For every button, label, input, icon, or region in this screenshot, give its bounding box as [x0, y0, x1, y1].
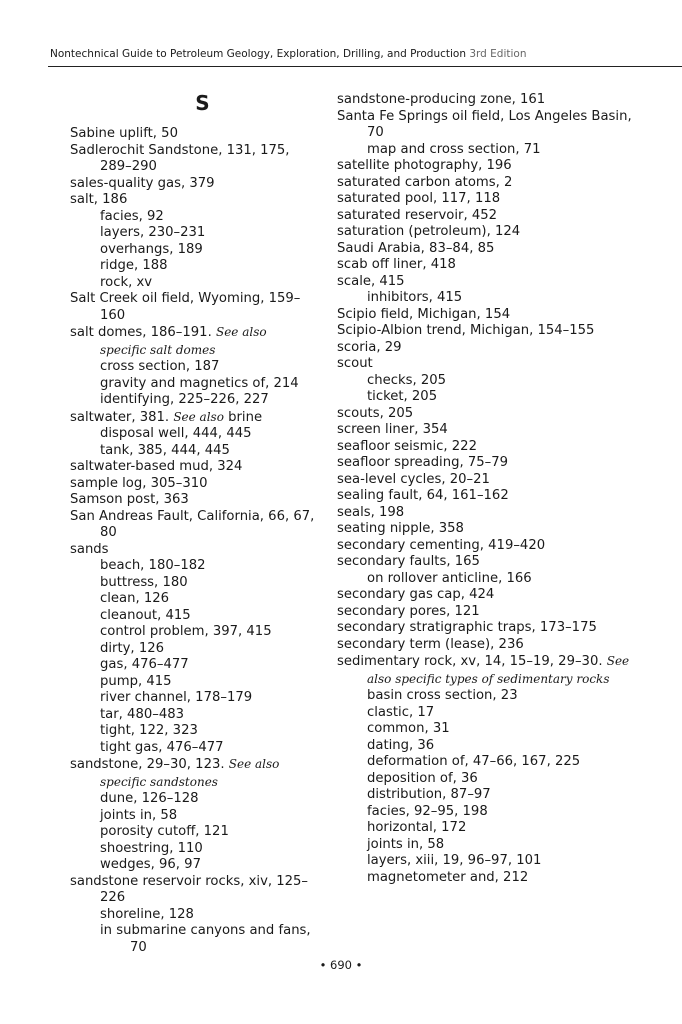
index-subentry [337, 389, 637, 406]
index-entry [70, 509, 315, 542]
index-entry [70, 459, 315, 476]
index-entry [337, 257, 637, 274]
book-title: Nontechnical Guide to Petroleum Geology, Exploration, Drilling, and Production [50, 48, 466, 60]
entry-text: secondary cementing, 419–420 [337, 537, 546, 553]
entry-text: disposal well, 444, 445 [100, 426, 252, 441]
index-entry [337, 356, 637, 373]
entry-text: secondary pores, 121 [337, 603, 480, 619]
entry-text: clastic, 17 [367, 704, 435, 720]
entry-text: distribution, 87–97 [367, 787, 491, 802]
index-subentry [70, 258, 315, 275]
entry-text: common, 31 [367, 721, 450, 736]
entry-text: sea-level cycles, 20–21 [337, 471, 490, 487]
index-subentry [337, 688, 637, 705]
index-subentry [70, 791, 315, 808]
index-entry [337, 554, 637, 571]
entry-text: scout [337, 356, 373, 371]
index-subentry [70, 923, 315, 956]
index-subentry [337, 837, 637, 854]
entry-text: clean, 126 [100, 591, 170, 606]
entry-text: river channel, 178–179 [100, 690, 253, 705]
index-entry [337, 472, 637, 489]
index-entry [337, 521, 637, 538]
entry-text: Santa Fe Springs oil field, Los Angeles Basin, 70 [337, 108, 632, 140]
index-subentry [70, 907, 315, 924]
entry-text: Scipio field, Michigan, 154 [337, 306, 511, 322]
index-entry [70, 492, 315, 509]
index-subentry [70, 426, 315, 443]
entry-text: dirty, 126 [100, 640, 164, 656]
entry-text: saturated reservoir, 452 [337, 207, 497, 223]
index-entry [337, 158, 637, 175]
entry-text: scouts, 205 [337, 405, 414, 421]
entry-text: joints in, 58 [367, 836, 445, 852]
entry-text: ridge, 188 [100, 258, 168, 273]
index-subentry [70, 359, 315, 376]
entry-text: sands [70, 541, 109, 557]
entry-text: saturation (petroleum), 124 [337, 224, 521, 239]
index-entry [337, 439, 637, 456]
index-subentry [70, 657, 315, 674]
entry-text: secondary term (lease), 236 [337, 636, 524, 652]
entry-text: sealing fault, 64, 161–162 [337, 488, 509, 503]
entry-text: rock, xv [100, 274, 153, 290]
entry-text: scab off liner, 418 [337, 257, 456, 272]
entry-text: tank, 385, 444, 445 [100, 442, 230, 458]
entry-text: Salt Creek oil field, Wyoming, 159–160 [70, 291, 301, 323]
see-also-reference: See also [173, 409, 224, 424]
entry-text: saturated carbon atoms, 2 [337, 174, 513, 190]
entry-text: identifying, 225–226, 227 [100, 392, 269, 407]
entry-text: satellite photography, 196 [337, 158, 512, 173]
index-entry [337, 109, 637, 142]
entry-text: dune, 126–128 [100, 791, 199, 806]
index-entry [70, 143, 315, 176]
entry-text: deformation of, 47–66, 167, 225 [367, 754, 581, 769]
index-subentry [70, 209, 315, 226]
entry-text: Sadlerochit Sandstone, 131, 175, 289–290 [70, 142, 290, 174]
index-entry [337, 620, 637, 637]
entry-text: facies, 92 [100, 208, 164, 224]
entry-text: wedges, 96, 97 [100, 857, 201, 872]
entry-text: horizontal, 172 [367, 820, 467, 835]
entry-text: dating, 36 [367, 737, 435, 753]
entry-text: deposition of, 36 [367, 770, 478, 786]
index-subentry [337, 787, 637, 804]
entry-text: seafloor spreading, 75–79 [337, 455, 508, 470]
index-entry [337, 92, 637, 109]
index-entry [70, 192, 315, 209]
entry-text: San Andreas Fault, California, 66, 67, 80 [70, 508, 315, 540]
index-subentry [337, 721, 637, 738]
index-subentry [70, 225, 315, 242]
index-entry [337, 604, 637, 621]
index-entry [70, 756, 315, 791]
index-entry [70, 476, 315, 493]
entry-text: sedimentary rock, xv, 14, 15–19, 29–30. [337, 654, 603, 669]
see-also-reference: See also specific sandstones [100, 757, 280, 789]
section-letter: S [195, 91, 210, 115]
index-entry [70, 874, 315, 907]
index-entry [337, 241, 637, 258]
entry-text: scoria, 29 [337, 339, 402, 355]
entry-text: secondary faults, 165 [337, 554, 480, 569]
index-entry [337, 653, 637, 688]
see-also-target: brine [228, 409, 263, 425]
entry-text: cleanout, 415 [100, 607, 191, 623]
entry-text: salt, 186 [70, 192, 128, 207]
index-entry [70, 126, 315, 143]
entry-text: on rollover anticline, 166 [367, 570, 532, 586]
index-entry [70, 291, 315, 324]
index-subentry [70, 608, 315, 625]
index-subentry [337, 738, 637, 755]
index-entry [70, 542, 315, 559]
index-subentry [70, 392, 315, 409]
index-subentry [337, 853, 637, 870]
entry-text: seals, 198 [337, 504, 405, 520]
index-entry [337, 505, 637, 522]
running-header [50, 48, 682, 64]
entry-text: checks, 205 [367, 372, 447, 388]
index-subentry [70, 591, 315, 608]
index-subentry [70, 707, 315, 724]
index-entry [337, 323, 637, 340]
index-entry [70, 409, 315, 427]
entry-text: facies, 92–95, 198 [367, 803, 488, 819]
entry-text: cross section, 187 [100, 359, 220, 374]
entry-text: Scipio-Albion trend, Michigan, 154–155 [337, 323, 595, 338]
entry-text: layers, 230–231 [100, 225, 206, 240]
index-subentry [70, 624, 315, 641]
index-entry [337, 274, 637, 291]
entry-text: gravity and magnetics of, 214 [100, 375, 299, 391]
entry-text: pump, 415 [100, 673, 172, 689]
entry-text: Samson post, 363 [70, 492, 189, 507]
index-entry [337, 224, 637, 241]
index-entry [337, 422, 637, 439]
index-entry [70, 324, 315, 359]
index-entry [337, 191, 637, 208]
index-subentry [70, 824, 315, 841]
entry-text: Sabine uplift, 50 [70, 126, 178, 141]
entry-text: scale, 415 [337, 273, 405, 289]
edition-label: 3rd Edition [469, 48, 527, 60]
index-entry [337, 307, 637, 324]
entry-text: shoestring, 110 [100, 840, 203, 856]
entry-text: seating nipple, 358 [337, 521, 464, 536]
entry-text: control problem, 397, 415 [100, 624, 272, 639]
index-subentry [70, 558, 315, 575]
index-entry [337, 587, 637, 604]
entry-text: tight gas, 476–477 [100, 739, 224, 755]
index-subentry [70, 443, 315, 460]
index-entry [337, 637, 637, 654]
entry-text: seafloor seismic, 222 [337, 438, 477, 454]
index-entry [337, 488, 637, 505]
entry-text: Saudi Arabia, 83–84, 85 [337, 240, 495, 256]
entry-text: buttress, 180 [100, 574, 188, 590]
index-entry [70, 176, 315, 193]
index-subentry [337, 142, 637, 159]
entry-text: porosity cutoff, 121 [100, 824, 229, 839]
index-entry [337, 208, 637, 225]
entry-text: shoreline, 128 [100, 906, 194, 922]
entry-text: tar, 480–483 [100, 706, 184, 722]
see-also-reference: See also specific salt domes [100, 325, 267, 357]
index-subentry [337, 820, 637, 837]
index-subentry [337, 870, 637, 887]
entry-text: in submarine canyons and fans, 70 [100, 923, 311, 955]
index-subentry [70, 275, 315, 292]
index-entry [337, 455, 637, 472]
index-subentry [70, 808, 315, 825]
entry-text: gas, 476–477 [100, 657, 189, 672]
index-subentry [337, 705, 637, 722]
index-subentry [337, 373, 637, 390]
entry-text: inhibitors, 415 [367, 290, 463, 305]
entry-text: basin cross section, 23 [367, 688, 518, 703]
header-rule [48, 66, 682, 67]
index-entry [337, 175, 637, 192]
entry-text: secondary gas cap, 424 [337, 587, 495, 602]
index-subentry [70, 690, 315, 707]
index-subentry [337, 754, 637, 771]
entry-text: saturated pool, 117, 118 [337, 191, 501, 206]
entry-text: sandstone-producing zone, 161 [337, 92, 546, 107]
index-subentry [337, 290, 637, 307]
entry-text: sample log, 305–310 [70, 475, 208, 491]
entry-text: saltwater, 381. [70, 409, 170, 425]
page-number: • 690 • [319, 958, 363, 972]
entry-text: sales-quality gas, 379 [70, 175, 215, 191]
entry-text: salt domes, 186–191. [70, 325, 212, 340]
index-subentry [70, 376, 315, 393]
entry-text: saltwater-based mud, 324 [70, 459, 243, 474]
index-subentry [70, 740, 315, 757]
index-subentry [70, 575, 315, 592]
entry-text: secondary stratigraphic traps, 173–175 [337, 620, 597, 635]
index-entry [337, 538, 637, 555]
index-subentry [70, 841, 315, 858]
entry-text: beach, 180–182 [100, 558, 206, 573]
index-entry [337, 406, 637, 423]
entry-text: ticket, 205 [367, 389, 438, 404]
index-entry [337, 340, 637, 357]
index-subentry [70, 674, 315, 691]
entry-text: joints in, 58 [100, 807, 178, 823]
see-also-reference: See also specific types of sedimentary rocks [367, 654, 630, 686]
index-subentry [70, 242, 315, 259]
index-subentry [70, 641, 315, 658]
index-subentry [337, 771, 637, 788]
index-subentry [70, 857, 315, 874]
entry-text: tight, 122, 323 [100, 723, 198, 738]
entry-text: magnetometer and, 212 [367, 869, 529, 885]
index-subentry [70, 723, 315, 740]
entry-text: sandstone reservoir rocks, xiv, 125–226 [70, 873, 309, 905]
entry-text: layers, xiii, 19, 96–97, 101 [367, 853, 542, 868]
index-subentry [337, 571, 637, 588]
entry-text: map and cross section, 71 [367, 141, 541, 157]
index-column-left [70, 92, 315, 956]
entry-text: screen liner, 354 [337, 422, 448, 437]
index-column-right [337, 92, 637, 886]
entry-text: overhangs, 189 [100, 241, 203, 257]
entry-text: sandstone, 29–30, 123. [70, 757, 225, 772]
index-subentry [337, 804, 637, 821]
